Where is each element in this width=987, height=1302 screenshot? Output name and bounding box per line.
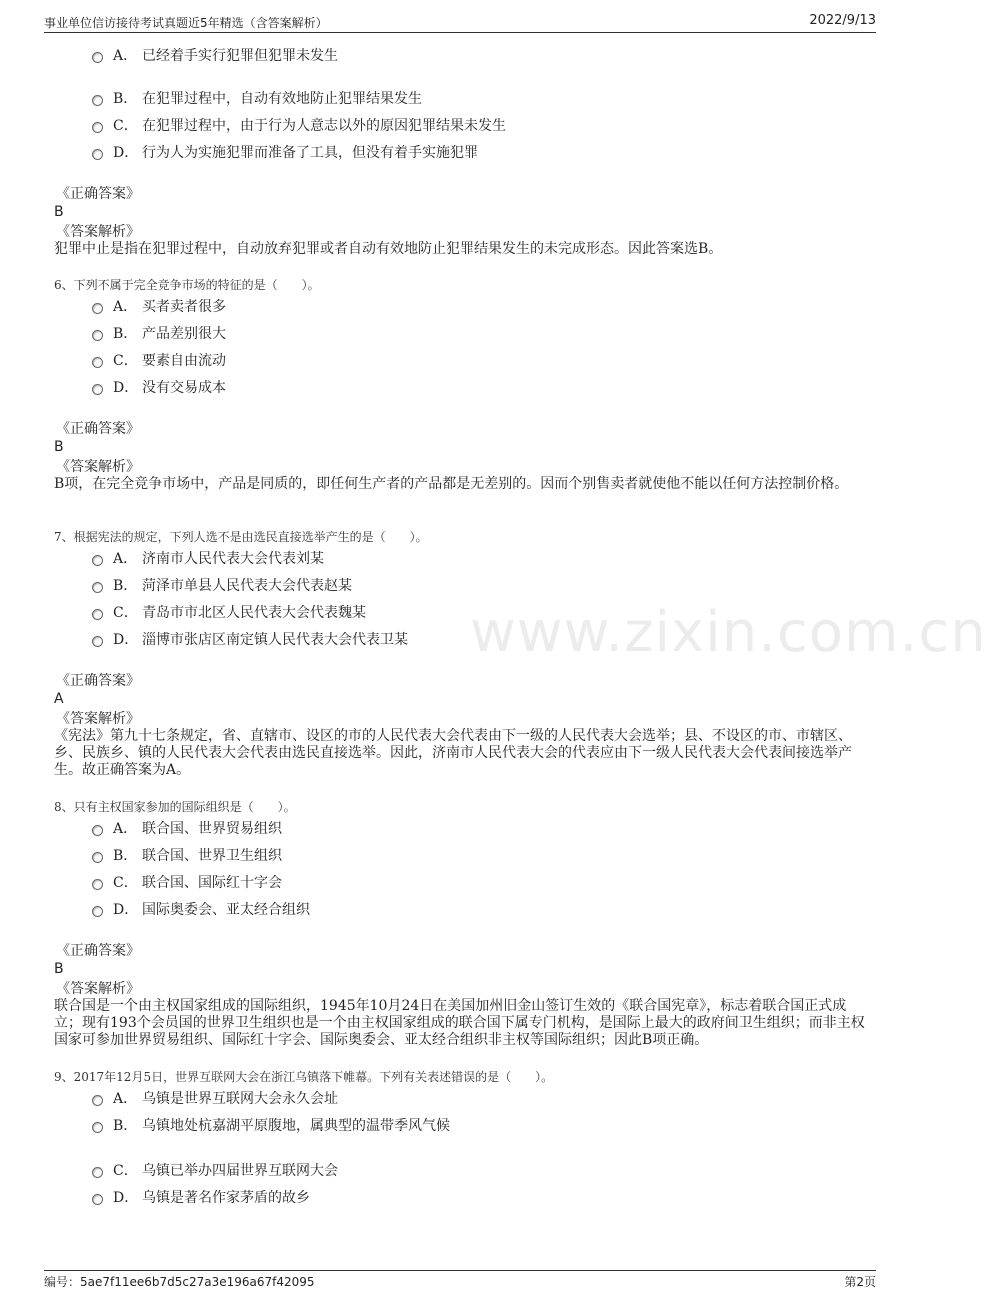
radio-icon[interactable] <box>92 149 103 160</box>
option-text: 青岛市市北区人民代表大会代表魏某 <box>142 605 366 621</box>
q7-question: 7、根据宪法的规定，下列人选不是由选民直接选举产生的是（ ）。 <box>54 530 428 544</box>
document-title: 事业单位信访接待考试真题近5年精选（含答案解析） <box>44 16 328 30</box>
radio-icon[interactable] <box>92 582 103 593</box>
radio-icon[interactable] <box>92 122 103 133</box>
radio-icon[interactable] <box>92 906 103 917</box>
correct-answer-label: 《正确答案》 <box>56 673 140 689</box>
radio-icon[interactable] <box>92 555 103 566</box>
option-letter: B． <box>113 848 138 864</box>
option-text: 济南市人民代表大会代表刘某 <box>142 551 324 567</box>
analysis-label: 《答案解析》 <box>56 224 140 240</box>
option-letter: A． <box>113 821 138 837</box>
q8-question: 8、只有主权国家参加的国际组织是（ ）。 <box>54 800 296 814</box>
q8-analysis: 联合国是一个由主权国家组成的国际组织，1945年10月24日在美国加州旧金山签订生效的《联合国宪章》，标志着联合国正式成立；现有193个会员国的世界卫生组织也是一个由主权国家组成的联合国下属专门机构，是国际上最大的政府间卫生组织；而非主权国家可参加世界贸易组织、国际红十字会、国际奥委会、亚太经合组织非主权等国际组织；因此B项正确。 <box>54 998 865 1048</box>
q6-question: 6、下列不属于完全竞争市场的特征的是（ ）。 <box>54 278 320 292</box>
radio-icon[interactable] <box>92 1095 103 1106</box>
radio-icon[interactable] <box>92 636 103 647</box>
option-text: 国际奥委会、亚太经合组织 <box>142 902 310 918</box>
q6-analysis: B项，在完全竞争市场中，产品是同质的，即任何生产者的产品都是无差别的。因而个别售卖者就使他不能以任何方法控制价格。 <box>54 476 849 492</box>
option-letter: D． <box>113 632 139 648</box>
document-code: 编号：5ae7f11ee6b7d5c27a3e196a67f42095 <box>44 1275 315 1289</box>
option-letter: C． <box>113 353 138 369</box>
option-letter: D． <box>113 145 139 161</box>
option-letter: C． <box>113 1163 138 1179</box>
option-text: 行为人为实施犯罪而准备了工具，但没有着手实施犯罪 <box>142 145 478 161</box>
option-letter: B． <box>113 578 138 594</box>
radio-icon[interactable] <box>92 609 103 620</box>
option-text: 淄博市张店区南定镇人民代表大会代表卫某 <box>142 632 408 648</box>
option-letter: D． <box>113 1190 139 1206</box>
option-text: 乌镇是世界互联网大会永久会址 <box>142 1091 338 1107</box>
option-letter: D． <box>113 380 139 396</box>
radio-icon[interactable] <box>92 879 103 890</box>
option-letter: A． <box>113 48 138 64</box>
q5-analysis: 犯罪中止是指在犯罪过程中，自动放弃犯罪或者自动有效地防止犯罪结果发生的未完成形态。因此答案选B。 <box>54 241 723 257</box>
option-text: 买者卖者很多 <box>142 299 226 315</box>
option-letter: C． <box>113 605 138 621</box>
option-letter: D． <box>113 902 139 918</box>
option-text: 乌镇地处杭嘉湖平原腹地，属典型的温带季风气候 <box>142 1118 450 1134</box>
q9-question: 9、2017年12月5日，世界互联网大会在浙江乌镇落下帷幕。下列有关表述错误的是（ ）。 <box>54 1070 554 1084</box>
radio-icon[interactable] <box>92 852 103 863</box>
radio-icon[interactable] <box>92 52 103 63</box>
q5-answer: B <box>54 204 64 220</box>
radio-icon[interactable] <box>92 384 103 395</box>
analysis-label: 《答案解析》 <box>56 981 140 997</box>
option-text: 在犯罪过程中，自动有效地防止犯罪结果发生 <box>142 91 422 107</box>
option-letter: A． <box>113 1091 138 1107</box>
q7-answer: A <box>54 691 64 707</box>
watermark: www.zixin.com.cn <box>470 600 987 665</box>
option-text: 联合国、国际红十字会 <box>142 875 282 891</box>
option-letter: A． <box>113 299 138 315</box>
option-text: 乌镇是著名作家茅盾的故乡 <box>142 1190 310 1206</box>
correct-answer-label: 《正确答案》 <box>56 943 140 959</box>
option-text: 联合国、世界卫生组织 <box>142 848 282 864</box>
analysis-label: 《答案解析》 <box>56 711 140 727</box>
analysis-label: 《答案解析》 <box>56 459 140 475</box>
option-text: 要素自由流动 <box>142 353 226 369</box>
option-text: 在犯罪过程中，由于行为人意志以外的原因犯罪结果未发生 <box>142 118 506 134</box>
option-letter: B． <box>113 326 138 342</box>
option-text: 没有交易成本 <box>142 380 226 396</box>
radio-icon[interactable] <box>92 1122 103 1133</box>
option-text: 产品差别很大 <box>142 326 226 342</box>
radio-icon[interactable] <box>92 330 103 341</box>
radio-icon[interactable] <box>92 1167 103 1178</box>
page-footer <box>44 1270 876 1291</box>
q7-analysis: 《宪法》第九十七条规定，省、直辖市、设区的市的人民代表大会代表由下一级的人民代表大会选举；县、不设区的市、市辖区、乡、民族乡、镇的人民代表大会代表由选民直接选举。因此，济南市人民代表大会的代表应由下一级人民代表大会代表间接选举产生。故正确答案为A。 <box>54 728 852 778</box>
q6-answer: B <box>54 439 64 455</box>
radio-icon[interactable] <box>92 357 103 368</box>
radio-icon[interactable] <box>92 303 103 314</box>
option-text: 乌镇已举办四届世界互联网大会 <box>142 1163 338 1179</box>
option-text: 菏泽市单县人民代表大会代表赵某 <box>142 578 352 594</box>
radio-icon[interactable] <box>92 95 103 106</box>
option-text: 联合国、世界贸易组织 <box>142 821 282 837</box>
option-letter: B． <box>113 91 138 107</box>
correct-answer-label: 《正确答案》 <box>56 186 140 202</box>
option-letter: B． <box>113 1118 138 1134</box>
q8-answer: B <box>54 961 64 977</box>
page-header <box>44 12 876 33</box>
page-number: 第2页 <box>844 1275 876 1289</box>
option-letter: C． <box>113 118 138 134</box>
option-letter: A． <box>113 551 138 567</box>
radio-icon[interactable] <box>92 825 103 836</box>
option-letter: C． <box>113 875 138 891</box>
correct-answer-label: 《正确答案》 <box>56 421 140 437</box>
option-text: 已经着手实行犯罪但犯罪未发生 <box>142 48 338 64</box>
document-date: 2022/9/13 <box>809 13 876 28</box>
radio-icon[interactable] <box>92 1194 103 1205</box>
